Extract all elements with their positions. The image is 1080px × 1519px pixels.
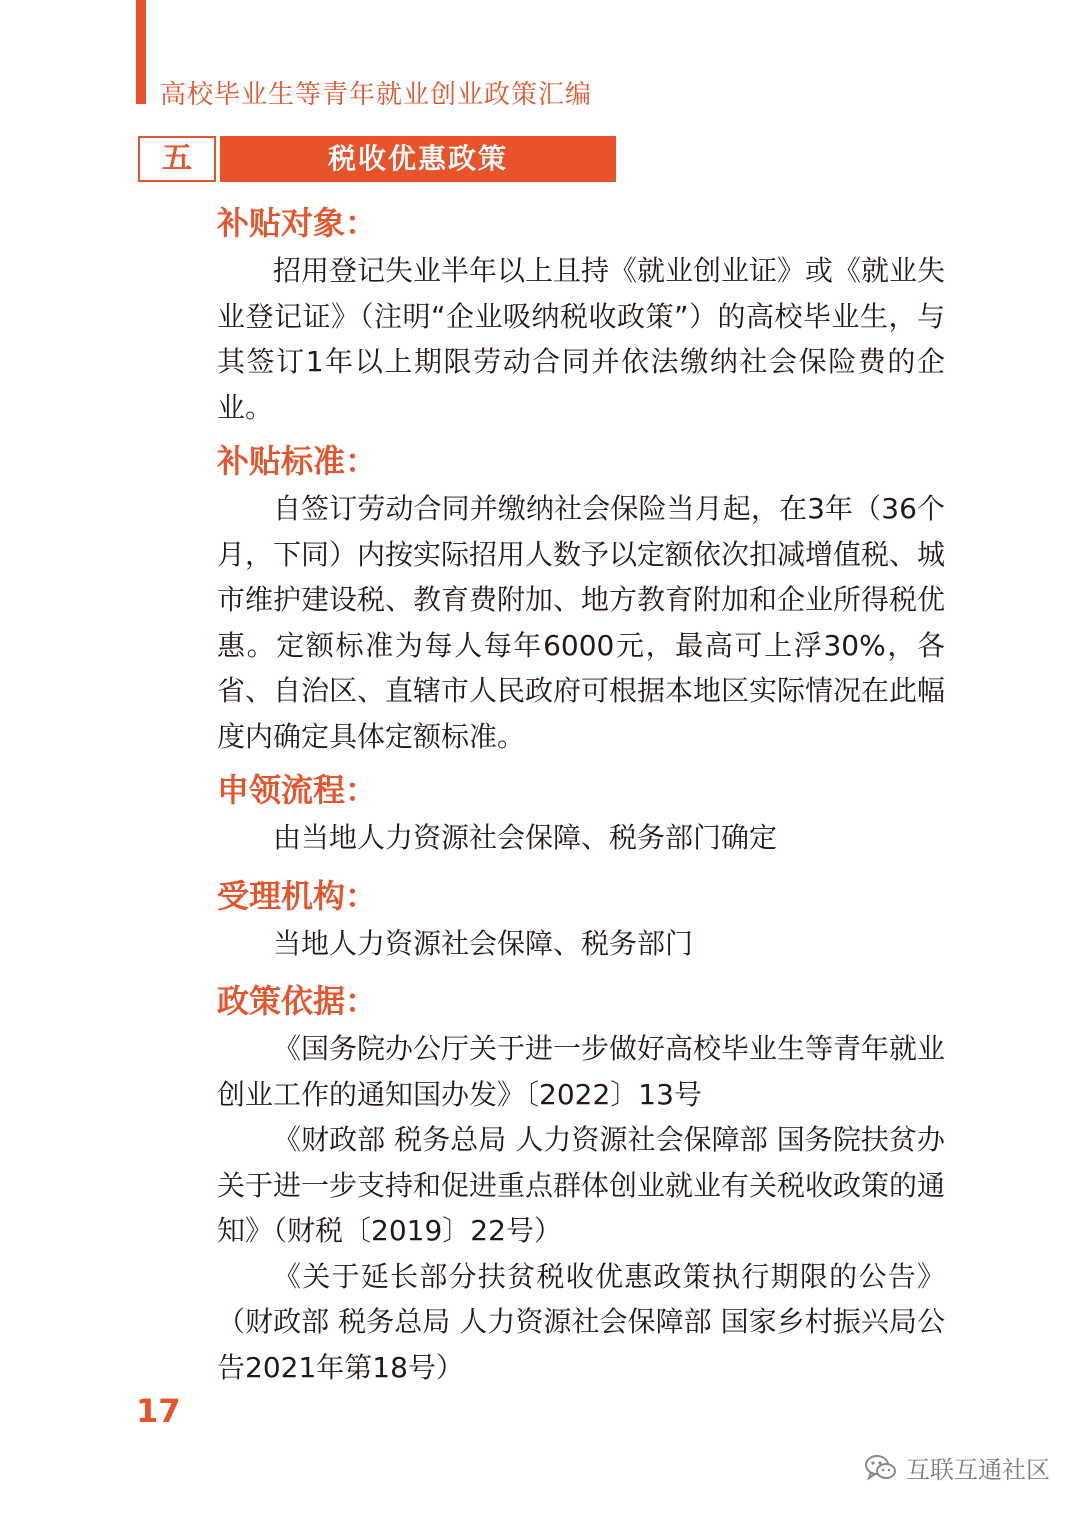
heading-application-process: 申领流程： [217,771,378,809]
heading-subsidy-standard: 补贴标准： [217,442,378,480]
heading-handling-agency: 受理机构： [217,876,378,915]
wechat-icon [864,1453,898,1483]
heading-policy-basis: 政策依据： [217,982,378,1020]
section-header [138,136,618,182]
subsidy-target-text: 招用登记失业半年以上且持《就业创业证》或《就业失业登记证》（注明“企业吸纳税收政策”）的高校毕业生，与其签订1年以上期限劳动合同并依法缴纳社会保险费的企业。 [217,254,946,424]
watermark-text: 互联互通社区 [906,1456,1050,1484]
policy-content [217,198,945,1390]
heading-subsidy-target: 补贴对象： [217,204,378,242]
application-process-text: 由当地人力资源社会保障、税务部门确定 [273,821,778,854]
policy-basis-item: 《关于延长部分扶贫税收优惠政策执行期限的公告》（财政部 税务总局 人力资源社会保障部 国家乡村振兴局公告2021年第18号） [217,1259,945,1384]
watermark [864,1450,1050,1485]
left-accent-bar [136,0,146,104]
section-number: 五 [138,136,216,182]
policy-basis-item: 《财政部 税务总局 人力资源社会保障部 国务院扶贫办关于进一步支持和促进重点群体创业就业有关税收政策的通知》（财税〔2019〕22号） [217,1123,946,1247]
policy-basis-item: 《国务院办公厅关于进一步做好高校毕业生等青年就业创业工作的通知国办发》〔2022〕13号 [217,1032,946,1111]
subsidy-standard-text: 自签订劳动合同并缴纳社会保险当月起，在3年（36个月，下同）内按实际招用人数予以定额依次扣减增值税、城市维护建设税、教育费附加、地方教育附加和企业所得税优惠。定额标准为每人每年6000元，最高可上浮30%，各省、自治区、直辖市人民政府可根据本地区实际情况在此幅度内确定具体定额标准。 [217,492,946,753]
section-title: 税收优惠政策 [220,136,616,182]
handling-agency-text: 当地人力资源社会保障、税务部门 [273,926,694,960]
book-title: 高校毕业生等青年就业创业政策汇编 [160,80,593,110]
page-number: 17 [136,1392,181,1430]
